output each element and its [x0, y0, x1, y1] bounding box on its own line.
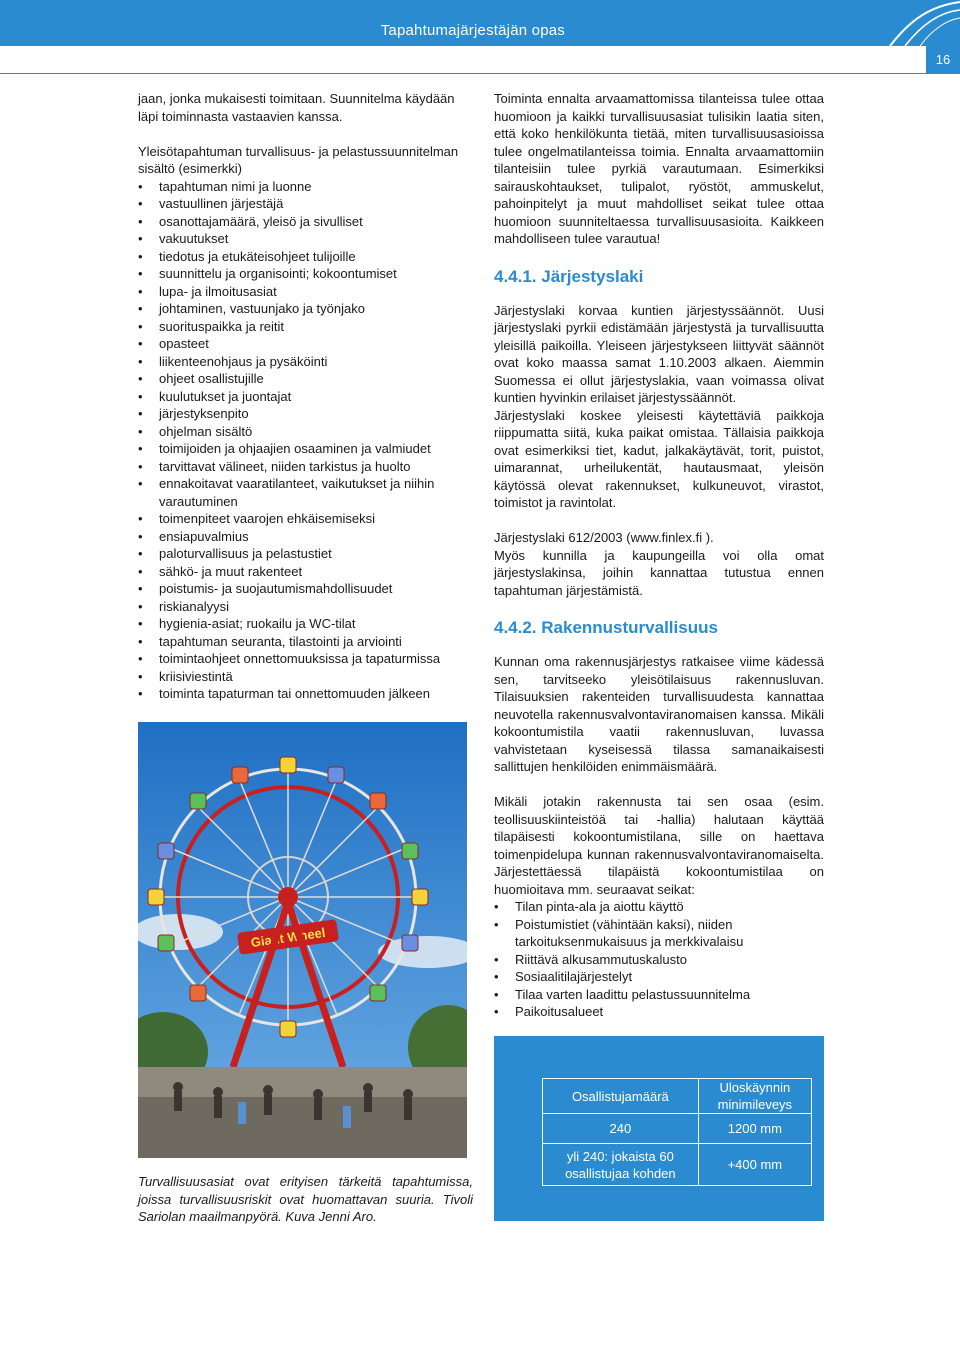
- list-item: • vastuullinen järjestäjä: [138, 195, 468, 213]
- temporary-space-checklist: [494, 898, 824, 1021]
- list-item: • järjestyksenpito: [138, 405, 468, 423]
- list-item: • Riittävä alkusammutuskalusto: [494, 951, 824, 969]
- ferris-wheel-photo: [138, 722, 467, 1158]
- paragraph: Järjestyslaki koskee yleisesti käytettäviä paikkoja riippumatta siitä, kuka paikat omistaa. Tällaisia paikkoja ovat esimerkiksi tiet, kadut, jalkakäytävät, torit, puistot, uimarannat, urheilukentät, hautausmaat, yleisön käytössä olevat rakennukset, kulkuneuvot, virastot, toimistot ja ravintolat.: [494, 407, 824, 510]
- list-item: • liikenteenohjaus ja pysäköinti: [138, 353, 468, 371]
- ferris-wheel-image: [138, 722, 467, 1158]
- page-number: 16: [926, 46, 960, 74]
- header-bar: [0, 0, 960, 46]
- list-item: • toimijoiden ja ohjaajien osaaminen ja valmiudet: [138, 440, 468, 458]
- swoosh-decoration-icon: [870, 0, 960, 46]
- list-item: • tiedotus ja etukäteisohjeet tulijoille: [138, 248, 468, 266]
- plan-title: Yleisötapahtuman turvallisuus- ja pelastussuunnitelman sisältö (esimerkki): [138, 143, 459, 176]
- list-item: • riskianalyysi: [138, 598, 468, 616]
- list-item: • lupa- ja ilmoitusasiat: [138, 283, 468, 301]
- paragraph: Järjestyslaki korvaa kuntien järjestyssäännöt. Uusi järjestyslaki pyrkii edistämään järjestystä ja turvallisuutta yleisillä paikoilla. Yleiseen järjestykseen liittyvät säännöt ovat koko maassa samat 1.10.2003 alkaen. Aiemmin Suomessa ei ollut järjestyslakia, vaan voimassa olivat kuntien hyvinkin erilaiset järjestyssäännöt.: [494, 302, 824, 405]
- wheel-sign-text: Giant Wheel: [249, 924, 327, 951]
- list-item: • ensiapuvalmius: [138, 528, 468, 546]
- list-item: • kriisiviestintä: [138, 668, 468, 686]
- list-item: • vakuutukset: [138, 230, 468, 248]
- law-reference: Järjestyslaki 612/2003 (www.finlex.fi ).: [494, 530, 714, 545]
- intro-paragraph: Toiminta ennalta arvaamattomissa tilanteissa tulee ottaa huomioon ja kaikki turvallisuusasiat tulisikin laatia siten, että koko henkilökunta tietää, miten turvallisuusasioissa tulee ongelmatilanteissa toimia. Ennalta arvaamattomiin tilanteisiin tulee pyrkiä varautumaan. Esimerkiksi sairauskohtaukset, tulipalot, ryöstöt, ammuskelut, pahoinpitelyt ja muut mahdolliset seikat tulee ottaa huomioon suunniteltaessa turvallisuusasioita. Kaikkeen mahdolliseen tulee varautua!: [494, 91, 824, 246]
- table-cell: yli 240: jokaista 60 osallistujaa kohden: [543, 1144, 699, 1186]
- header-divider: [0, 73, 960, 74]
- list-item: • toiminta tapaturman tai onnettomuuden jälkeen: [138, 685, 468, 703]
- photo-caption: Turvallisuusasiat ovat erityisen tärkeitä tapahtumissa, joissa turvallisuusriskit ovat huomattavan suuria. Tivoli Sariolan maailmanpyörä. Kuva Jenni Aro.: [138, 1174, 473, 1224]
- list-item: • ohjelman sisältö: [138, 423, 468, 441]
- list-item: • tapahtuman nimi ja luonne: [138, 178, 468, 196]
- list-item: • opasteet: [138, 335, 468, 353]
- list-item: • Paikoitusalueet: [494, 1003, 824, 1021]
- plan-contents-list: [138, 178, 468, 703]
- list-item: • Tilaa varten laadittu pelastussuunnitelma: [494, 986, 824, 1004]
- table-cell: +400 mm: [698, 1144, 811, 1186]
- list-item: • Sosiaalitilajärjestelyt: [494, 968, 824, 986]
- left-column: [138, 90, 468, 703]
- right-column: [494, 90, 824, 1021]
- section-heading-rakennusturvallisuus: 4.4.2. Rakennusturvallisuus: [494, 618, 718, 637]
- list-item: • suunnittelu ja organisointi; kokoontumiset: [138, 265, 468, 283]
- list-item: • johtaminen, vastuunjako ja työnjako: [138, 300, 468, 318]
- list-item: • ennakoitavat vaaratilanteet, vaikutukset ja niihin varautuminen: [138, 475, 468, 510]
- list-item: • ohjeet osallistujille: [138, 370, 468, 388]
- list-item: • toimenpiteet vaarojen ehkäisemiseksi: [138, 510, 468, 528]
- list-item: • kuulutukset ja juontajat: [138, 388, 468, 406]
- running-header-title: Tapahtumajärjestäjän opas: [380, 22, 565, 39]
- list-item: • Tilan pinta-ala ja aiottu käyttö: [494, 898, 824, 916]
- table-header: Osallistujamäärä: [543, 1079, 699, 1114]
- section-heading-jarjestyslaki: 4.4.1. Järjestyslaki: [494, 266, 644, 286]
- paragraph: Kunnan oma rakennusjärjestys ratkaisee viime kädessä sen, tarvitseeko yleisötilaisuus rakennusluvan. Tilaisuuksien rakenteiden turvallisuudesta kannattaa neuvotella rakennusvalvontaviranomaisen kanssa. Mikäli kokoontumistila vaatii rakennusluvan, luvassa vahvistetaan kyseisessä tilassa samanaikaisesti sallittujen henkilöiden enimmäismäärä.: [494, 654, 824, 774]
- exit-width-table: [542, 1078, 812, 1186]
- list-item: • sähkö- ja muut rakenteet: [138, 563, 468, 581]
- list-item: • tarvittavat välineet, niiden tarkistus ja huolto: [138, 458, 468, 476]
- table-cell: 1200 mm: [698, 1114, 811, 1144]
- list-item: • Poistumistiet (vähintään kaksi), niiden tarkoituksenmukaisuus ja merkkivalaisu: [494, 916, 824, 951]
- list-item: • toimintaohjeet onnettomuuksissa ja tapaturmissa: [138, 650, 468, 668]
- list-item: • hygienia-asiat; ruokailu ja WC-tilat: [138, 615, 468, 633]
- list-item: • paloturvallisuus ja pelastustiet: [138, 545, 468, 563]
- paragraph: Mikäli jotakin rakennusta tai sen osaa (esim. teollisuuskiinteistöä tai -hallia) halutaan käyttää tilapäisesti kokoontumistilana, sille on haettava toimenpidelupa kunnan rakennusvalvontaviranomaiselta. Järjestettäessä tilapäistä kokoontumistilaa on huomioitava mm. seuraavat seikat:: [494, 794, 824, 897]
- list-item: • osanottajamäärä, yleisö ja sivulliset: [138, 213, 468, 231]
- list-item: • suorituspaikka ja reitit: [138, 318, 468, 336]
- exit-width-panel: [494, 1036, 824, 1221]
- intro-paragraph: jaan, jonka mukaisesti toimitaan. Suunnitelma käydään läpi toiminnasta vastaavien kanssa.: [138, 91, 455, 124]
- table-header: Uloskäynnin minimileveys: [698, 1079, 811, 1114]
- paragraph: Myös kunnilla ja kaupungeilla voi olla omat järjestyslakinsa, joihin kannattaa tutustua ennen tapahtuman järjestämistä.: [494, 547, 824, 598]
- list-item: • poistumis- ja suojautumismahdollisuudet: [138, 580, 468, 598]
- table-cell: 240: [543, 1114, 699, 1144]
- list-item: • tapahtuman seuranta, tilastointi ja arviointi: [138, 633, 468, 651]
